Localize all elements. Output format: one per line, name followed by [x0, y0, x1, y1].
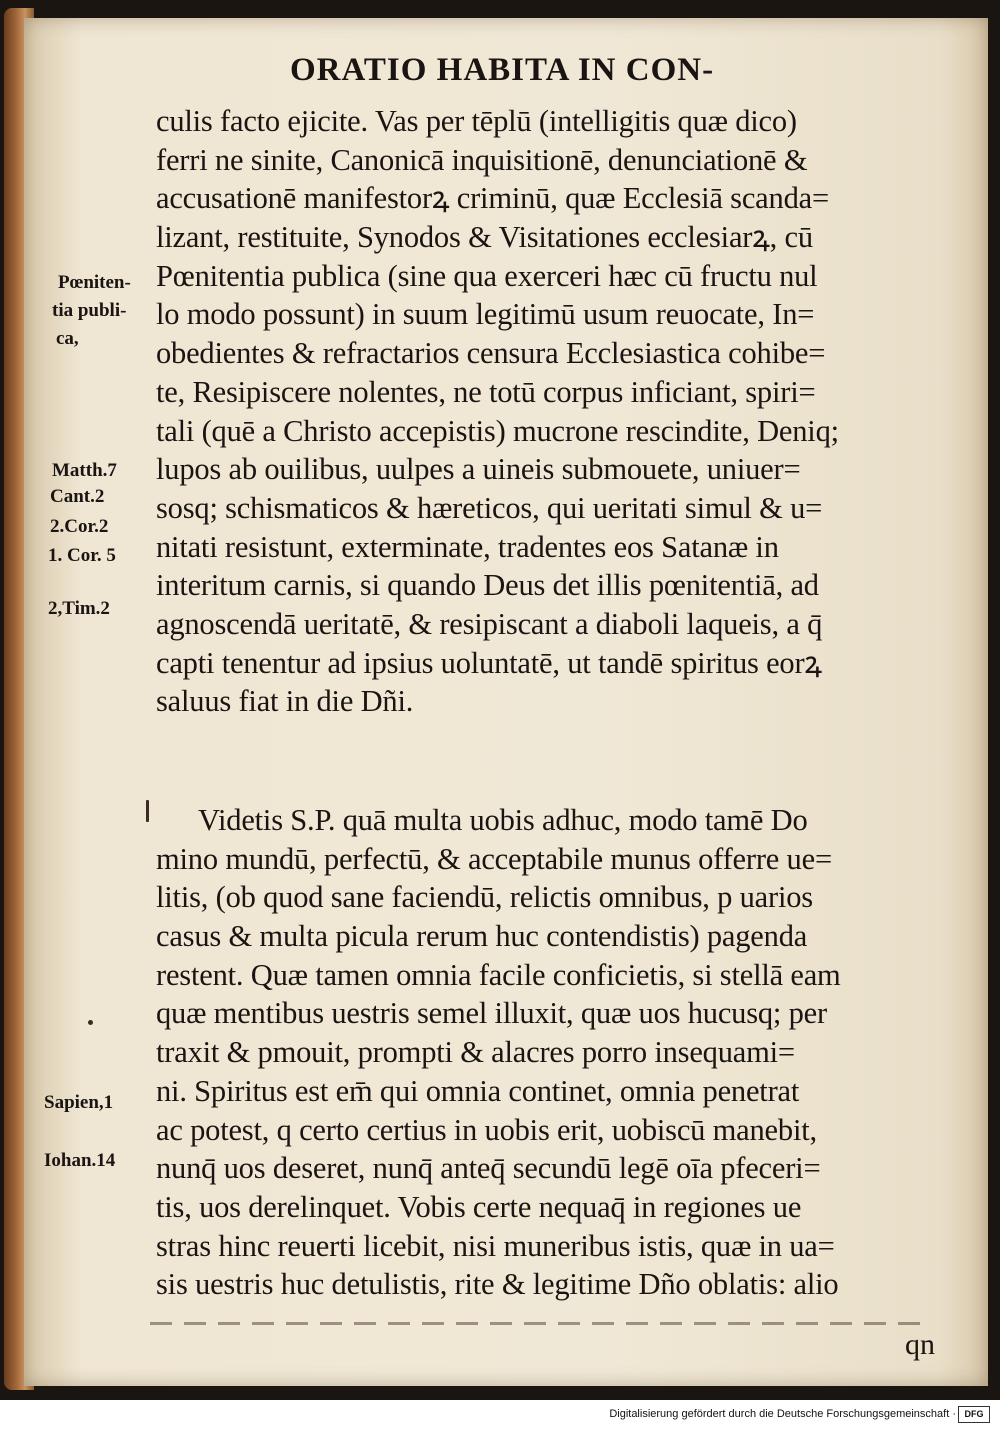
paragraph-1: [156, 102, 956, 721]
show-through-line: [150, 1322, 930, 1325]
margin-note-poenitentia: Pœniten-: [58, 272, 131, 293]
text-line: ac potest, q certo certius in uobis erit, uobiscū manebit,: [156, 1112, 817, 1147]
text-line: nunq̄ uos deseret, nunq̄ anteq̄ secundū legē oīa pfeceri=: [156, 1151, 821, 1186]
margin-note-matth: Matth.7: [52, 460, 117, 481]
text-line: accusationē manifestorꝝ criminū, quæ Ecclesiā scanda=: [156, 181, 829, 216]
funding-notice: Digitalisierung gefördert durch die Deutsche Forschungsgemeinschaft ·: [609, 1408, 956, 1420]
footer: [0, 1400, 1000, 1429]
margin-note-cor2: 2.Cor.2: [50, 516, 109, 537]
text-line: agnoscendā ueritatē, & resipiscant a diaboli laqueis, a q̄: [156, 606, 823, 641]
text-line: tali (quē a Christo accepistis) mucrone rescindite, Deniq;: [156, 413, 839, 448]
text-line: capti tenentur ad ipsius uoluntatē, ut tandē spiritus eorꝝ: [156, 645, 822, 680]
text-line: saluus fiat in die Dñi.: [156, 684, 414, 719]
text-line: lizant, restituite, Synodos & Visitationes ecclesiarꝝ, cū: [156, 220, 813, 255]
text-line: lupos ab ouilibus, uulpes a uineis submouete, uniuer=: [156, 452, 801, 487]
margin-note-tim: 2,Tim.2: [48, 598, 110, 619]
text-line: restent. Quæ tamen omnia facile conficietis, si stellā eam: [156, 957, 841, 992]
paragraph-2: [156, 801, 956, 1304]
text-line: sis uestris huc detulistis, rite & legitime Dño oblatis: alio: [156, 1267, 839, 1302]
margin-note-cant: Cant.2: [50, 486, 105, 507]
text-line: quæ mentibus uestris semel illuxit, quæ uos hucusq; per: [156, 996, 827, 1031]
margin-note-iohan: Iohan.14: [44, 1150, 116, 1171]
text-line: ni. Spiritus est em̄ qui omnia continet, omnia penetrat: [156, 1073, 800, 1108]
text-line: ferri ne sinite, Canonicā inquisitionē, denunciationē &: [156, 142, 808, 177]
catchword: qn: [905, 1328, 935, 1361]
paragraph-gap: [156, 721, 956, 801]
text-line: casus & multa picula rerum huc contendistis) pagenda: [156, 919, 808, 954]
ink-dot: [88, 1020, 93, 1025]
margin-note-poenitentia: ca,: [56, 328, 79, 349]
text-line: Videtis S.P. quā multa uobis adhuc, modo tamē Do: [198, 803, 808, 837]
margin-note-cor1: 1. Cor. 5: [48, 545, 116, 566]
running-head: ORATIO HABITA IN CON-: [290, 52, 715, 88]
text-line: sosq; schismaticos & hæreticos, qui ueritati simul & u=: [156, 490, 823, 525]
margin-note-sapien: Sapien,1: [44, 1092, 114, 1113]
text-line: lo modo possunt) in suum legitimū usum reuocate, In=: [156, 297, 815, 332]
text-line: mino mundū, perfectū, & acceptabile munus offerre ue=: [156, 841, 832, 876]
margin-note-poenitentia: tia publi-: [52, 300, 127, 321]
text-line: interitum carnis, si quando Deus det illis pœnitentiā, ad: [156, 568, 819, 603]
text-line: Pœnitentia publica (sine qua exerceri hæc cū fructu nul: [156, 258, 818, 293]
text-block: [156, 102, 956, 1304]
ink-mark: [146, 800, 149, 822]
text-line: nitati resistunt, exterminate, tradentes eos Satanæ in: [156, 529, 779, 564]
text-line: te, Resipiscere nolentes, ne totū corpus inficiant, spiri=: [156, 374, 816, 409]
text-line: obedientes & refractarios censura Ecclesiastica cohibe=: [156, 336, 826, 371]
text-line: tis, uos derelinquet. Vobis certe nequaq̄ in regiones ue: [156, 1189, 802, 1224]
text-line: traxit & pmouit, prompti & alacres porro insequami=: [156, 1035, 795, 1070]
text-line: culis facto ejicite. Vas per tēplū (intelligitis quæ dico): [156, 104, 797, 138]
text-line: litis, (ob quod sane faciendū, relictis omnibus, p uarios: [156, 880, 813, 915]
text-line: stras hinc reuerti licebit, nisi muneribus istis, quæ in ua=: [156, 1228, 835, 1263]
dfg-logo: DFG: [958, 1406, 990, 1423]
